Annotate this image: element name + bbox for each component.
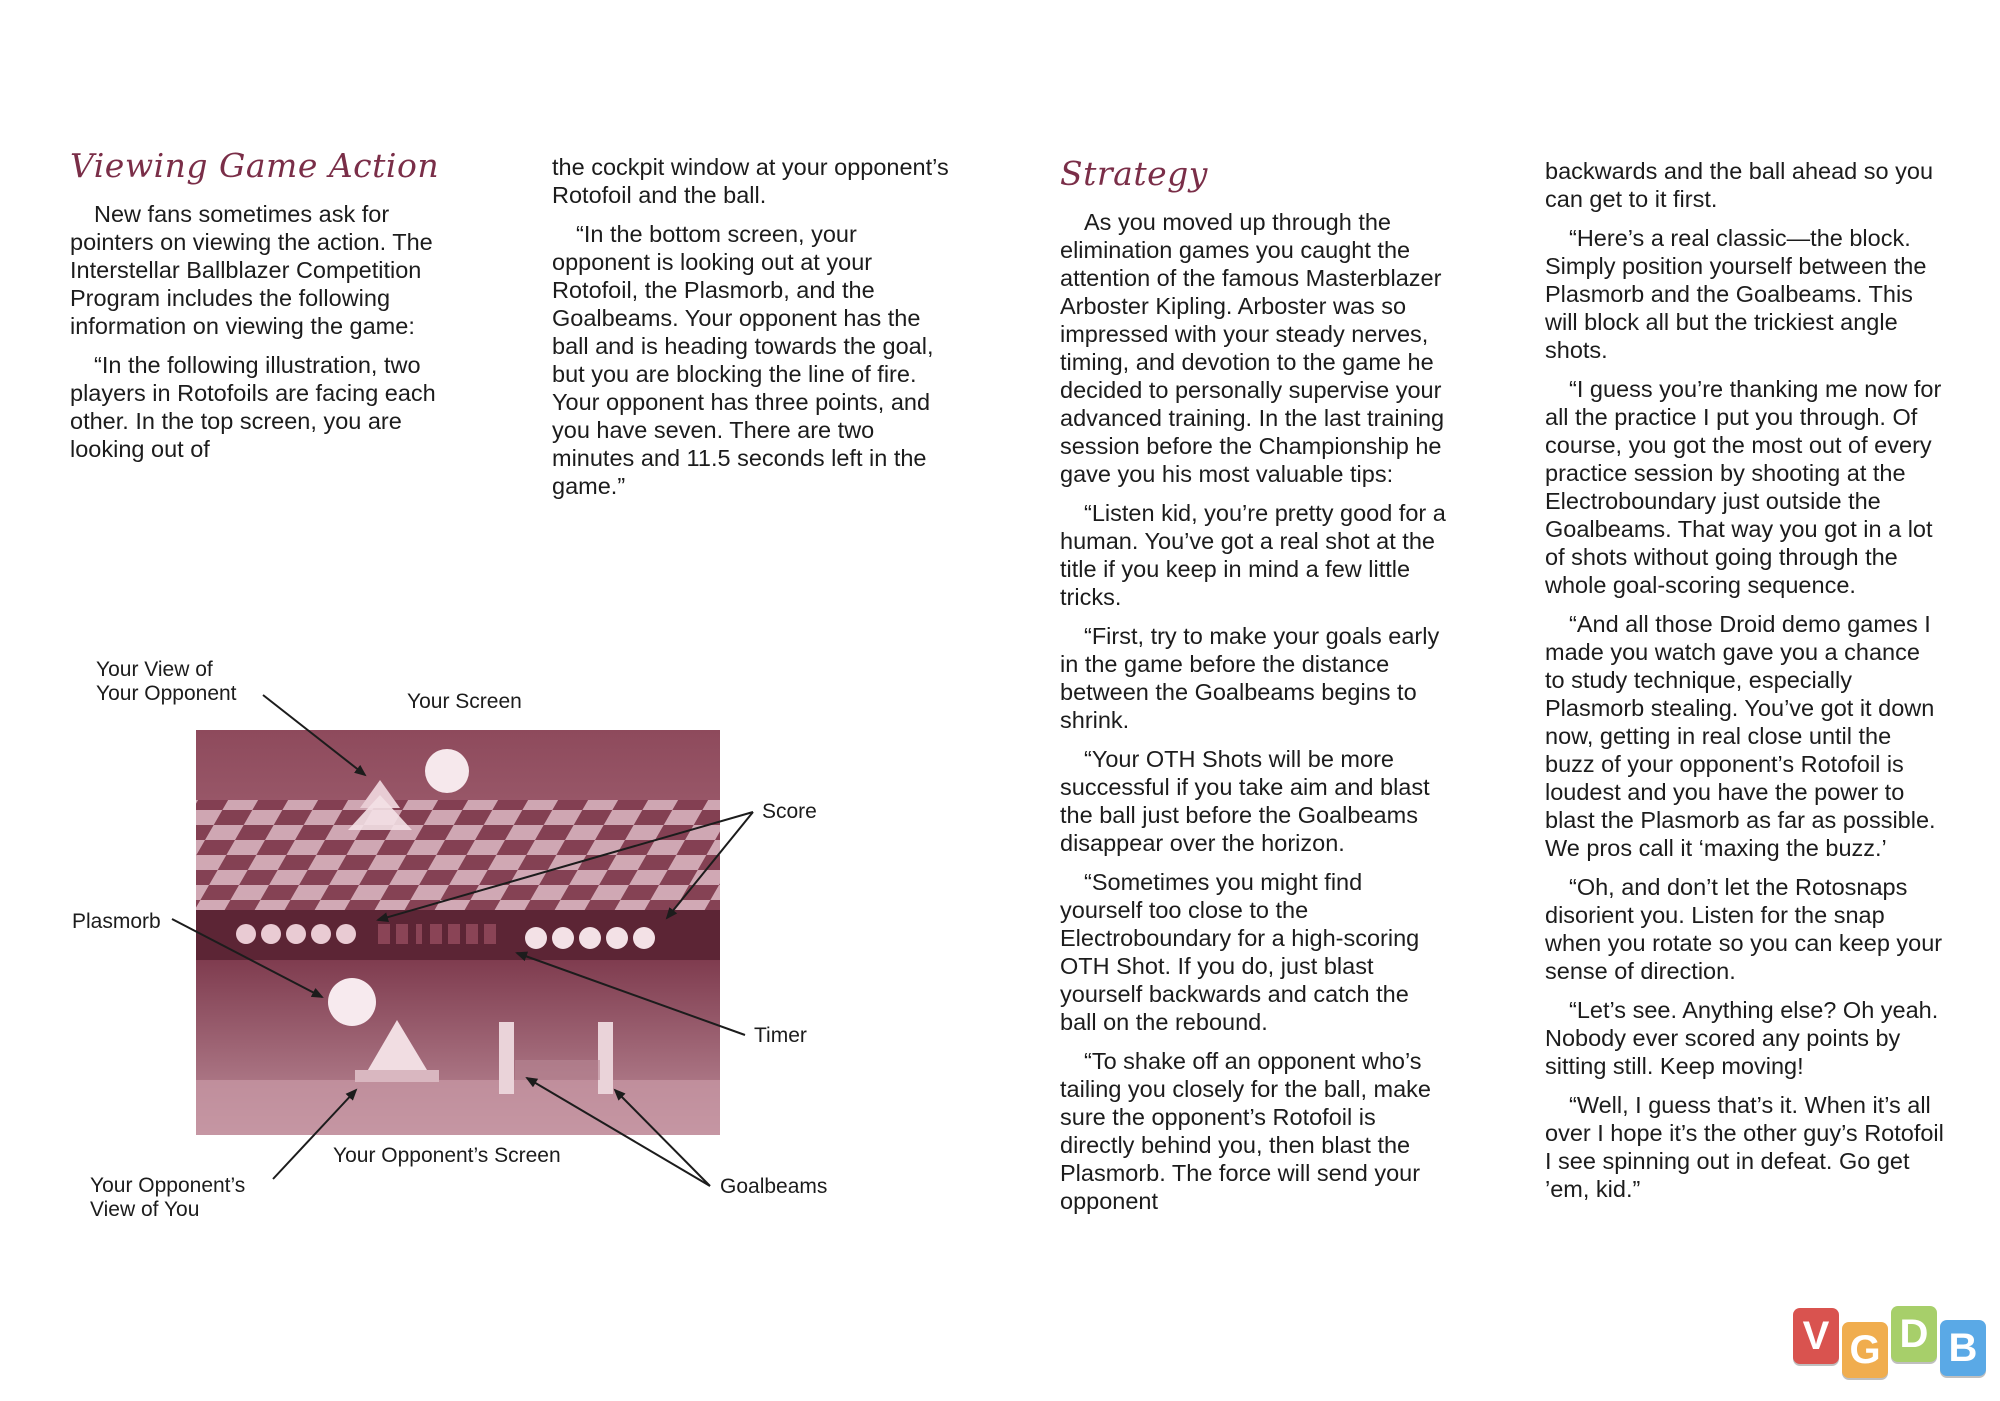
logo-letter: V — [1793, 1308, 1839, 1364]
paragraph: “To shake off an opponent who’s tailing you closely for the ball, make sure the opponent’s Rotofoil is directly behind you, then blast the Plasmorb. The force will send your opponent — [1060, 1048, 1431, 1214]
label-line: Your Opponent — [96, 682, 237, 705]
paragraph: New fans sometimes ask for pointers on viewing the action. The Interstellar Ballblazer Competition Program includes the following information on viewing the game: — [70, 201, 433, 339]
logo-letter: D — [1891, 1306, 1937, 1362]
paragraph: “First, try to make your goals early in the game before the distance between the Goalbeams begins to shrink. — [1060, 623, 1440, 733]
top-screen-floor — [196, 800, 720, 910]
paragraph: “Your OTH Shots will be more successful if you take aim and blast the ball just before the Goalbeams disappear over the horizon. — [1060, 746, 1430, 856]
game-screen — [196, 730, 720, 1135]
label-plasmorb: Plasmorb — [72, 910, 161, 933]
heading-strategy: Strategy — [1060, 154, 1208, 193]
bottom-plasmorb — [328, 978, 376, 1026]
paragraph: the cockpit window at your opponent’s Rotofoil and the ball. — [552, 154, 949, 208]
paragraph: “Sometimes you might find yourself too close to the Electroboundary for a high-scoring OTH Shot. If you do, just blast yourself backwards and catch the ball on the rebound. — [1060, 869, 1420, 1035]
label-line: Your Opponent’s — [90, 1174, 246, 1197]
paragraph: “Let’s see. Anything else? Oh yeah. Nobody ever scored any points by sitting still. Keep moving! — [1545, 997, 1939, 1079]
paragraph: “Oh, and don’t let the Rotosnaps disorient you. Listen for the snap when you rotate so you can keep your sense of direction. — [1545, 874, 1943, 984]
goalbeam-left — [499, 1022, 514, 1094]
paragraph: “I guess you’re thanking me now for all the practice I put you through. Of course, you got the most out of every practice session by shooting at the Electroboundary just outside the Goalbeams. That way you got in a lot of shots without going through the whole goal-scoring sequence. — [1545, 376, 1942, 598]
label-opponents-screen: Your Opponent’s Screen — [333, 1144, 561, 1167]
label-line: Your View of — [96, 658, 213, 681]
paragraph: “In the bottom screen, your opponent is looking out at your Rotofoil, the Plasmorb, and the Goalbeams. Your opponent has the ball and is heading towards the goal, but you are blocking the line of fire. Your opponent has three points, and you have seven. There are two minutes and 11.5 seconds left in the game.” — [552, 221, 934, 499]
logo-letter: G — [1842, 1322, 1888, 1378]
paragraph: “And all those Droid demo games I made you watch gave you a chance to study technique, especially Plasmorb stealing. You’ve got it down now, getting in real close until the buzz of your opponent’s Rotofoil is loudest and you have the power to blast the Plasmorb as far as possible. We pros call it ‘maxing the buzz.’ — [1545, 611, 1936, 861]
label-goalbeams: Goalbeams — [720, 1175, 828, 1198]
label-line: View of You — [90, 1198, 200, 1221]
label-your-view-of-opponent — [96, 658, 237, 706]
paragraph: backwards and the ball ahead so you can get to it first. — [1545, 158, 1934, 212]
logo-letter: B — [1940, 1320, 1986, 1376]
paragraph: “Here’s a real classic—the block. Simply position yourself between the Plasmorb and the Goalbeams. This will block all but the trickiest angle shots. — [1545, 225, 1927, 363]
goalbeam-right — [598, 1022, 613, 1094]
vgdb-watermark-logo — [1793, 1311, 1986, 1372]
paragraph: “In the following illustration, two players in Rotofoils are facing each other. In the top screen, you are looking out of — [70, 352, 436, 462]
label-opponents-view — [90, 1174, 245, 1222]
top-plasmorb — [425, 749, 469, 793]
label-your-screen: Your Screen — [407, 690, 522, 713]
paragraph: “Listen kid, you’re pretty good for a human. You’ve got a real shot at the title if you keep in mind a few little tricks. — [1060, 500, 1446, 610]
right-column-2 — [1545, 157, 1945, 1214]
right-column-1 — [1060, 154, 1450, 1226]
label-score: Score — [762, 800, 817, 823]
paragraph: As you moved up through the elimination games you caught the attention of the famous Masterblazer Arboster Kipling. Arboster was so impressed with your steady nerves, timing, and devotion to the game he decided to personally supervise your advanced training. In the last training session before the Championship he gave you his most valuable tips: — [1060, 209, 1445, 487]
label-timer: Timer — [754, 1024, 807, 1047]
paragraph: “Well, I guess that’s it. When it’s all over I hope it’s the other guy’s Rotofoil I see spinning out in defeat. Go get ’em, kid.” — [1545, 1092, 1944, 1202]
heading-viewing-game-action: Viewing Game Action — [70, 146, 440, 185]
